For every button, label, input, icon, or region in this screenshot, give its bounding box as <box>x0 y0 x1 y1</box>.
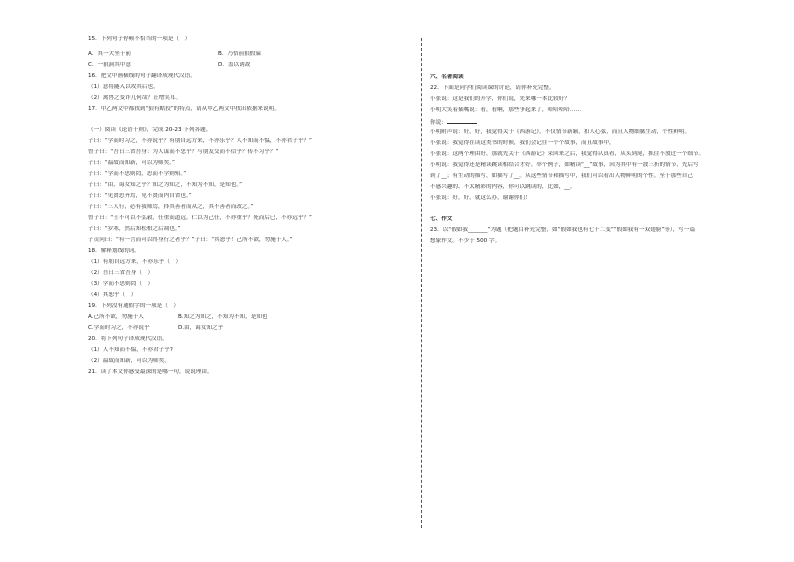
right-column <box>430 74 730 245</box>
dialogue-line-4: 小明附声说：好，好，我觉得关于《西游记》，不仅情节新颖，扣人心弦，而且人物细腻生动，个性鲜明。 <box>430 129 691 135</box>
dialogue-line-5: 小张说：我觉得在读这类书的时候，我们会记住一个个故事，而且故事中， <box>430 140 615 146</box>
your-turn-label: 你说： <box>430 120 447 125</box>
section7-title: 七、作文 <box>430 216 453 222</box>
q15-stem: 15．下列句子停顿不恰当的一项是（ ） <box>88 36 191 42</box>
q19-option-a: A.己所不欲，勿施于人 <box>88 314 144 320</box>
q16-item-2: （2）禽兽之变诈几何哉？止增笑耳。 <box>88 95 182 101</box>
q18-item-2: （2）吾日三省吾身（ ） <box>88 270 154 276</box>
q20-stem: 20．将下列句子译成现代汉语。 <box>88 336 168 342</box>
q18-item-4: （4）其恕乎（ ） <box>88 292 137 298</box>
q19-option-d: D.由，诲女知之乎 <box>178 325 224 331</box>
q23-line-2: 想象作文。不少于 500 字。 <box>430 238 501 244</box>
section6-title: 六、名著阅读 <box>430 74 464 80</box>
analects-line-7: 子曰：“三人行，必有我师焉，择其善者而从之，其不善者而改之。” <box>88 204 254 210</box>
answer-blank[interactable] <box>447 118 477 124</box>
analects-line-4: 子曰：“学而不思则罔，思而不学则殆。” <box>88 171 187 177</box>
analects-line-8: 曾子曰：“士不可以不弘毅，任重而道远。仁以为己任，不亦重乎？死而后已，不亦远乎？” <box>88 215 312 221</box>
analects-line-1: 子曰：“学而时习之，不亦说乎？有朋自远方来，不亦乐乎？人不知而不愠，不亦君子乎？” <box>88 138 312 144</box>
dialogue-line-10: 小张说：好，好，就这么办，谢谢你们！ <box>430 195 531 201</box>
analects-line-3: 子曰：“温故而知新，可以为师矣。” <box>88 160 175 166</box>
q19-option-b: B.知之为知之，不知为不知，是知也 <box>178 314 268 320</box>
dialogue-line-2: 小明大笑着插嘴说：看，看啊，那些争起来了，哈哈哈哈…… <box>430 107 582 113</box>
q16-stem: 16．把文中画横线的句子翻译成现代汉语。 <box>88 73 196 79</box>
dialogue-line-1: 小张说：这是我们的开学，你们说，先来哪一本比较好？ <box>430 96 570 102</box>
q18-item-1: （1）有朋自远方来，不亦乐乎（ ） <box>88 259 182 265</box>
q15-options-row1 <box>88 51 408 58</box>
q20-item-1: （1）人不知而不愠，不亦君子乎? <box>88 347 173 353</box>
q15-option-a: A．其一犬坐于前 <box>88 51 131 57</box>
q19-options-row2 <box>88 325 408 332</box>
q22-stem: 22．下面是同学们阅读课的讨论，请你补充完整。 <box>430 85 555 91</box>
q19-options-row1 <box>88 314 408 321</box>
dialogue-line-7: 小明说：我觉得还是精读跳读相结合才好。举个例子，如精读“__”故事，因为其中有一波三折的情节，先后写 <box>430 162 699 168</box>
q15-option-c: C．一狼洞其中意 <box>88 62 132 68</box>
dialogue-line-9: 不感兴趣的、不太精彩的内容，你可以跳读的，比如，__。 <box>430 184 576 190</box>
analects-line-9: 子曰：“岁寒，然后知松柏之后凋也。” <box>88 226 181 232</box>
q17-stem: 17．甲乙两文中都找到“狼有黠狡”的特点，请从甲乙两文中找出依据来说明。 <box>88 106 280 112</box>
q15-option-b: B．乃悟前狼假寐 <box>218 51 261 57</box>
q23-line-1: 23．以“假如我_______”为题（把题目补充完整，如“假如我也有七十二变”“假如我有一双翅膀”等），写一篇 <box>430 227 696 233</box>
q19-stem: 19．下列没有通假字的一项是（ ） <box>88 303 180 309</box>
analects-line-5: 子曰：“由，诲女知之乎？知之为知之，不知为不知，是知也。” <box>88 182 243 188</box>
q18-stem: 18．解释划线的词。 <box>88 248 140 254</box>
q15-options-row2 <box>88 62 408 69</box>
analects-line-10: 子贡问曰：“有一言而可以终身行之者乎？”子曰：“其恕乎！己所不欲，勿施于人。” <box>88 237 293 243</box>
q16-item-1: （1）意将隧入以攻其后也。 <box>88 84 159 90</box>
q19-option-c: C.学而时习之，不亦说乎 <box>88 325 150 331</box>
q15-option-d: D．盖以诱敌 <box>218 62 251 68</box>
left-column <box>88 36 408 376</box>
dialogue-line-6: 小张说：这两个理由好，那就先关于《西游记》采回来之后，我觉得认真看，从头到尾，抓住不放过一个细节。 <box>430 151 705 157</box>
analects-line-2: 曾子曰：“吾日三省吾身：为人谋而不忠乎？与朋友交而不信乎？传不习乎？” <box>88 149 279 155</box>
q20-item-2: （2）温故而知新，可以为师矣。 <box>88 358 170 364</box>
column-divider <box>421 38 422 528</box>
analects-line-6: 子曰：“见贤思齐焉，见不贤而内自省也。” <box>88 193 192 199</box>
reading-intro: （一）阅读《论语十则》，完成 20-23 下列各题。 <box>88 127 212 133</box>
dialogue-line-8: 到了__；有生动的描写，如描写了__。从这些情节和描写中，我们可以看出人物鲜明的个性。至于那些自己 <box>430 173 693 179</box>
q18-item-3: （3）学而不思则罔（ ） <box>88 281 154 287</box>
q21-stem: 21．读了本文你感受最深的是哪一句，说说理由。 <box>88 369 213 375</box>
dialogue-line-3 <box>430 118 730 125</box>
